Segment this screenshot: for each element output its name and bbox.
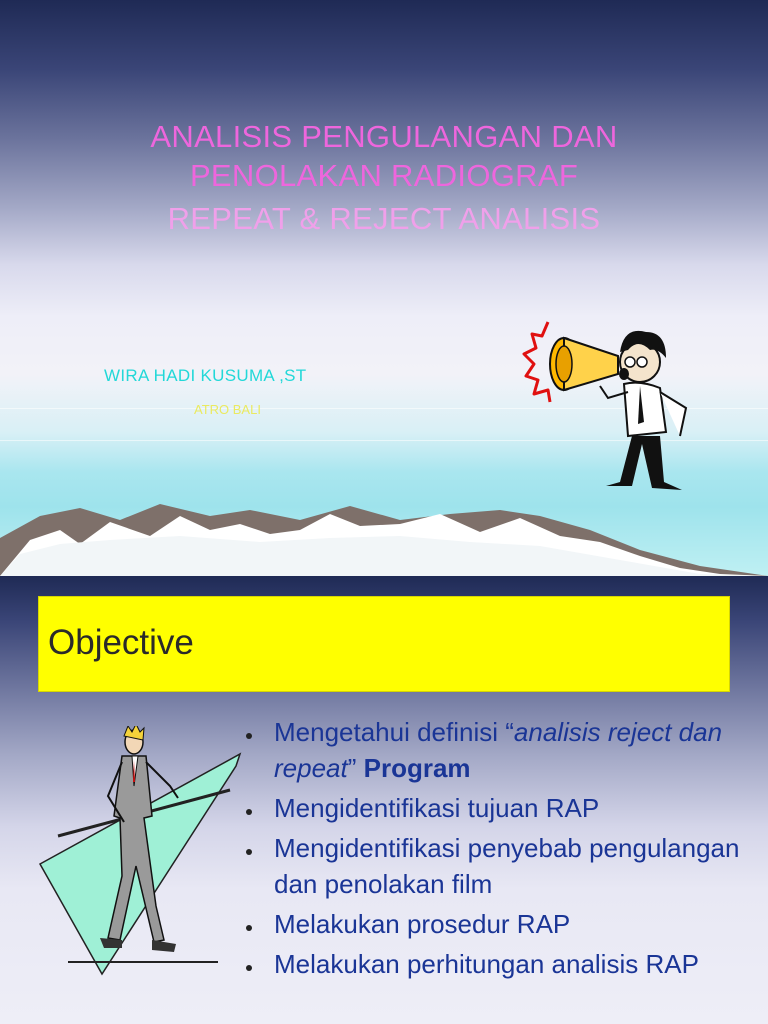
- institution-name: ATRO BALI: [194, 402, 261, 417]
- slide-title-line-2: PENOLAKAN RADIOGRAF: [189, 158, 579, 193]
- list-item: [244, 714, 754, 786]
- slide-heading: Objective: [48, 623, 194, 662]
- objective-slide: [0, 576, 768, 1024]
- slide-title-line-1: ANALISIS PENGULANGAN DAN: [150, 119, 618, 154]
- bullet-text: Melakukan prosedur RAP: [274, 909, 571, 939]
- bullet-text: ”: [347, 753, 364, 783]
- bullet-text-italic: analisis reject dan repeat: [274, 717, 723, 783]
- slide-title-line-3: REPEAT & REJECT ANALISIS: [167, 201, 601, 236]
- list-item: [244, 906, 754, 942]
- list-item: [244, 946, 754, 982]
- bullet-text: Mengidentifikasi penyebab pengulangan dan penolakan film: [274, 833, 740, 899]
- heading-box: [38, 596, 730, 692]
- bullet-text: Mengidentifikasi tujuan RAP: [274, 793, 600, 823]
- mountain-range-icon: [0, 470, 768, 576]
- author-name: WIRA HADI KUSUMA ,ST: [104, 366, 307, 385]
- objective-list: [244, 714, 754, 986]
- list-item: [244, 830, 754, 902]
- list-item: [244, 790, 754, 826]
- bullet-text: Mengetahui definisi “: [274, 717, 514, 747]
- tightrope-walker-icon: [38, 726, 248, 986]
- bullet-text-bold: Program: [363, 753, 471, 783]
- bullet-text: Melakukan perhitungan analisis RAP: [274, 949, 699, 979]
